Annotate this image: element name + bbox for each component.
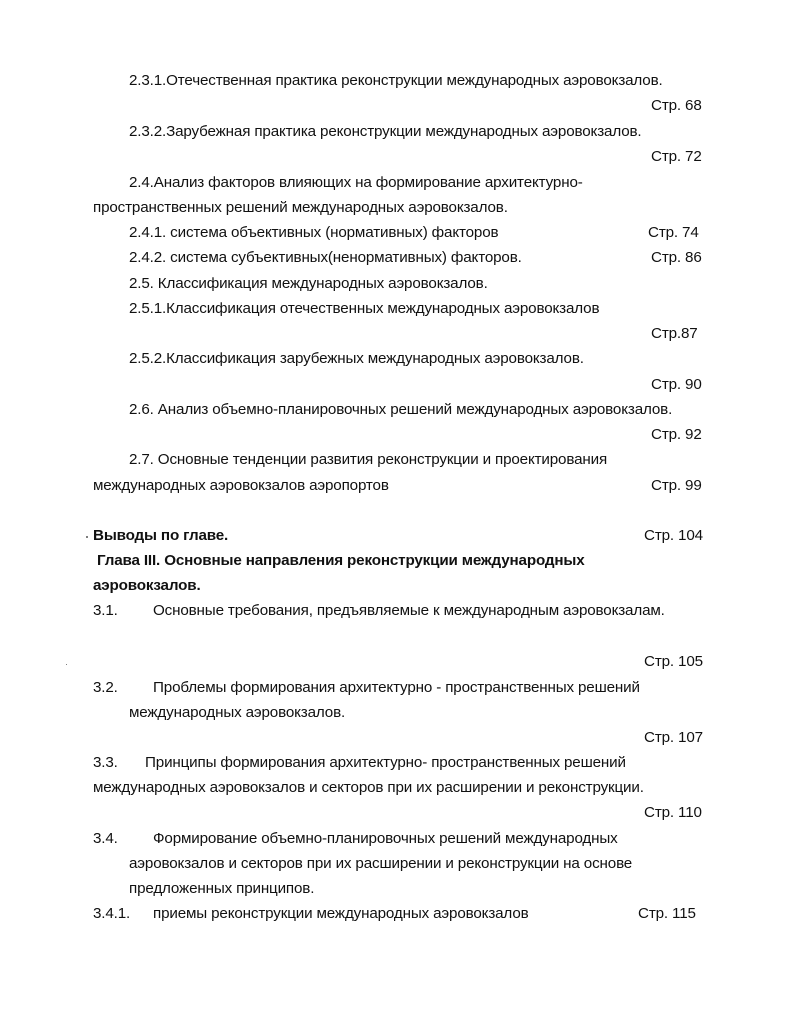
toc-entry-3-4-title-line1: Формирование объемно-планировочных решений международных — [153, 830, 618, 847]
toc-conclusions-title: Выводы по главе. — [93, 527, 229, 544]
toc-entry-2-5-2-title: 2.5.2.Классификация зарубежных международных аэровокзалов. — [129, 350, 584, 367]
toc-entry-2-7-page: Стр. 99 — [651, 477, 702, 494]
toc-entry-2-7-title-line2: международных аэровокзалов аэропортов — [93, 477, 389, 494]
toc-entry-3-4-1-page: Стр. 115 — [638, 905, 696, 922]
toc-entry-3-2-page: Стр. 107 — [644, 729, 703, 746]
scan-speck — [86, 536, 88, 538]
toc-entry-3-3-title-line1: Принципы формирования архитектурно- пространственных решений — [145, 754, 626, 771]
toc-entry-2-6-title: 2.6. Анализ объемно-планировочных решений международных аэровокзалов. — [129, 401, 673, 418]
toc-entry-2-5-1-page: Стр.87 — [651, 325, 698, 342]
toc-entry-2-4-2-page: Стр. 86 — [651, 249, 702, 266]
toc-entry-3-3-title-line2: международных аэровокзалов и секторов при их расширении и реконструкции. — [93, 779, 644, 796]
toc-chapter-3-title-line2: аэровокзалов. — [93, 577, 201, 594]
toc-entry-3-4-title-line2: аэровокзалов и секторов при их расширении и реконструкции на основе — [129, 855, 633, 872]
toc-entry-2-3-2-page: Стр. 72 — [651, 148, 702, 165]
toc-entry-3-4-number: 3.4. — [93, 830, 118, 847]
toc-entry-2-3-1-page: Стр. 68 — [651, 97, 702, 114]
toc-entry-2-5-2-page: Стр. 90 — [651, 376, 702, 393]
toc-chapter-3-title-line1: Глава III. Основные направления реконструкции международных — [97, 552, 585, 569]
toc-entry-3-1-page: Стр. 105 — [644, 653, 703, 670]
toc-entry-2-4-title-line1: 2.4.Анализ факторов влияющих на формирование архитектурно- — [129, 174, 583, 191]
scan-speck — [66, 664, 67, 665]
toc-entry-2-5-title: 2.5. Классификация международных аэровокзалов. — [129, 275, 488, 292]
toc-entry-2-4-1-page: Стр. 74 — [648, 224, 699, 241]
toc-entry-3-1-number: 3.1. — [93, 602, 118, 619]
toc-entry-2-3-2-title: 2.3.2.Зарубежная практика реконструкции международных аэровокзалов. — [129, 123, 642, 140]
toc-entry-2-3-1-title: 2.3.1.Отечественная практика реконструкции международных аэровокзалов. — [129, 72, 663, 89]
toc-entry-2-4-title-line2: пространственных решений международных аэровокзалов. — [93, 199, 508, 216]
toc-entry-2-4-2-title: 2.4.2. система субъективных(ненормативных) факторов. — [129, 249, 522, 266]
toc-conclusions-page: Стр. 104 — [644, 527, 703, 544]
toc-entry-2-5-1-title: 2.5.1.Классификация отечественных международных аэровокзалов — [129, 300, 600, 317]
toc-entry-3-4-title-line3: предложенных принципов. — [129, 880, 315, 897]
toc-entry-3-2-number: 3.2. — [93, 679, 118, 696]
toc-entry-2-4-1-title: 2.4.1. система объективных (нормативных) факторов — [129, 224, 499, 241]
toc-entry-3-1-title: Основные требования, предъявляемые к международным аэровокзалам. — [153, 602, 665, 619]
toc-entry-3-4-1-number: 3.4.1. — [93, 905, 131, 922]
toc-entry-3-4-1-title: приемы реконструкции международных аэровокзалов — [153, 905, 529, 922]
toc-entry-3-2-title-line2: международных аэровокзалов. — [129, 704, 346, 721]
toc-entry-3-3-number: 3.3. — [93, 754, 118, 771]
toc-entry-2-7-title-line1: 2.7. Основные тенденции развития реконструкции и проектирования — [129, 451, 608, 468]
toc-entry-3-2-title-line1: Проблемы формирования архитектурно - пространственных решений — [153, 679, 640, 696]
toc-entry-2-6-page: Стр. 92 — [651, 426, 702, 443]
toc-entry-3-3-page: Стр. 110 — [644, 804, 702, 821]
